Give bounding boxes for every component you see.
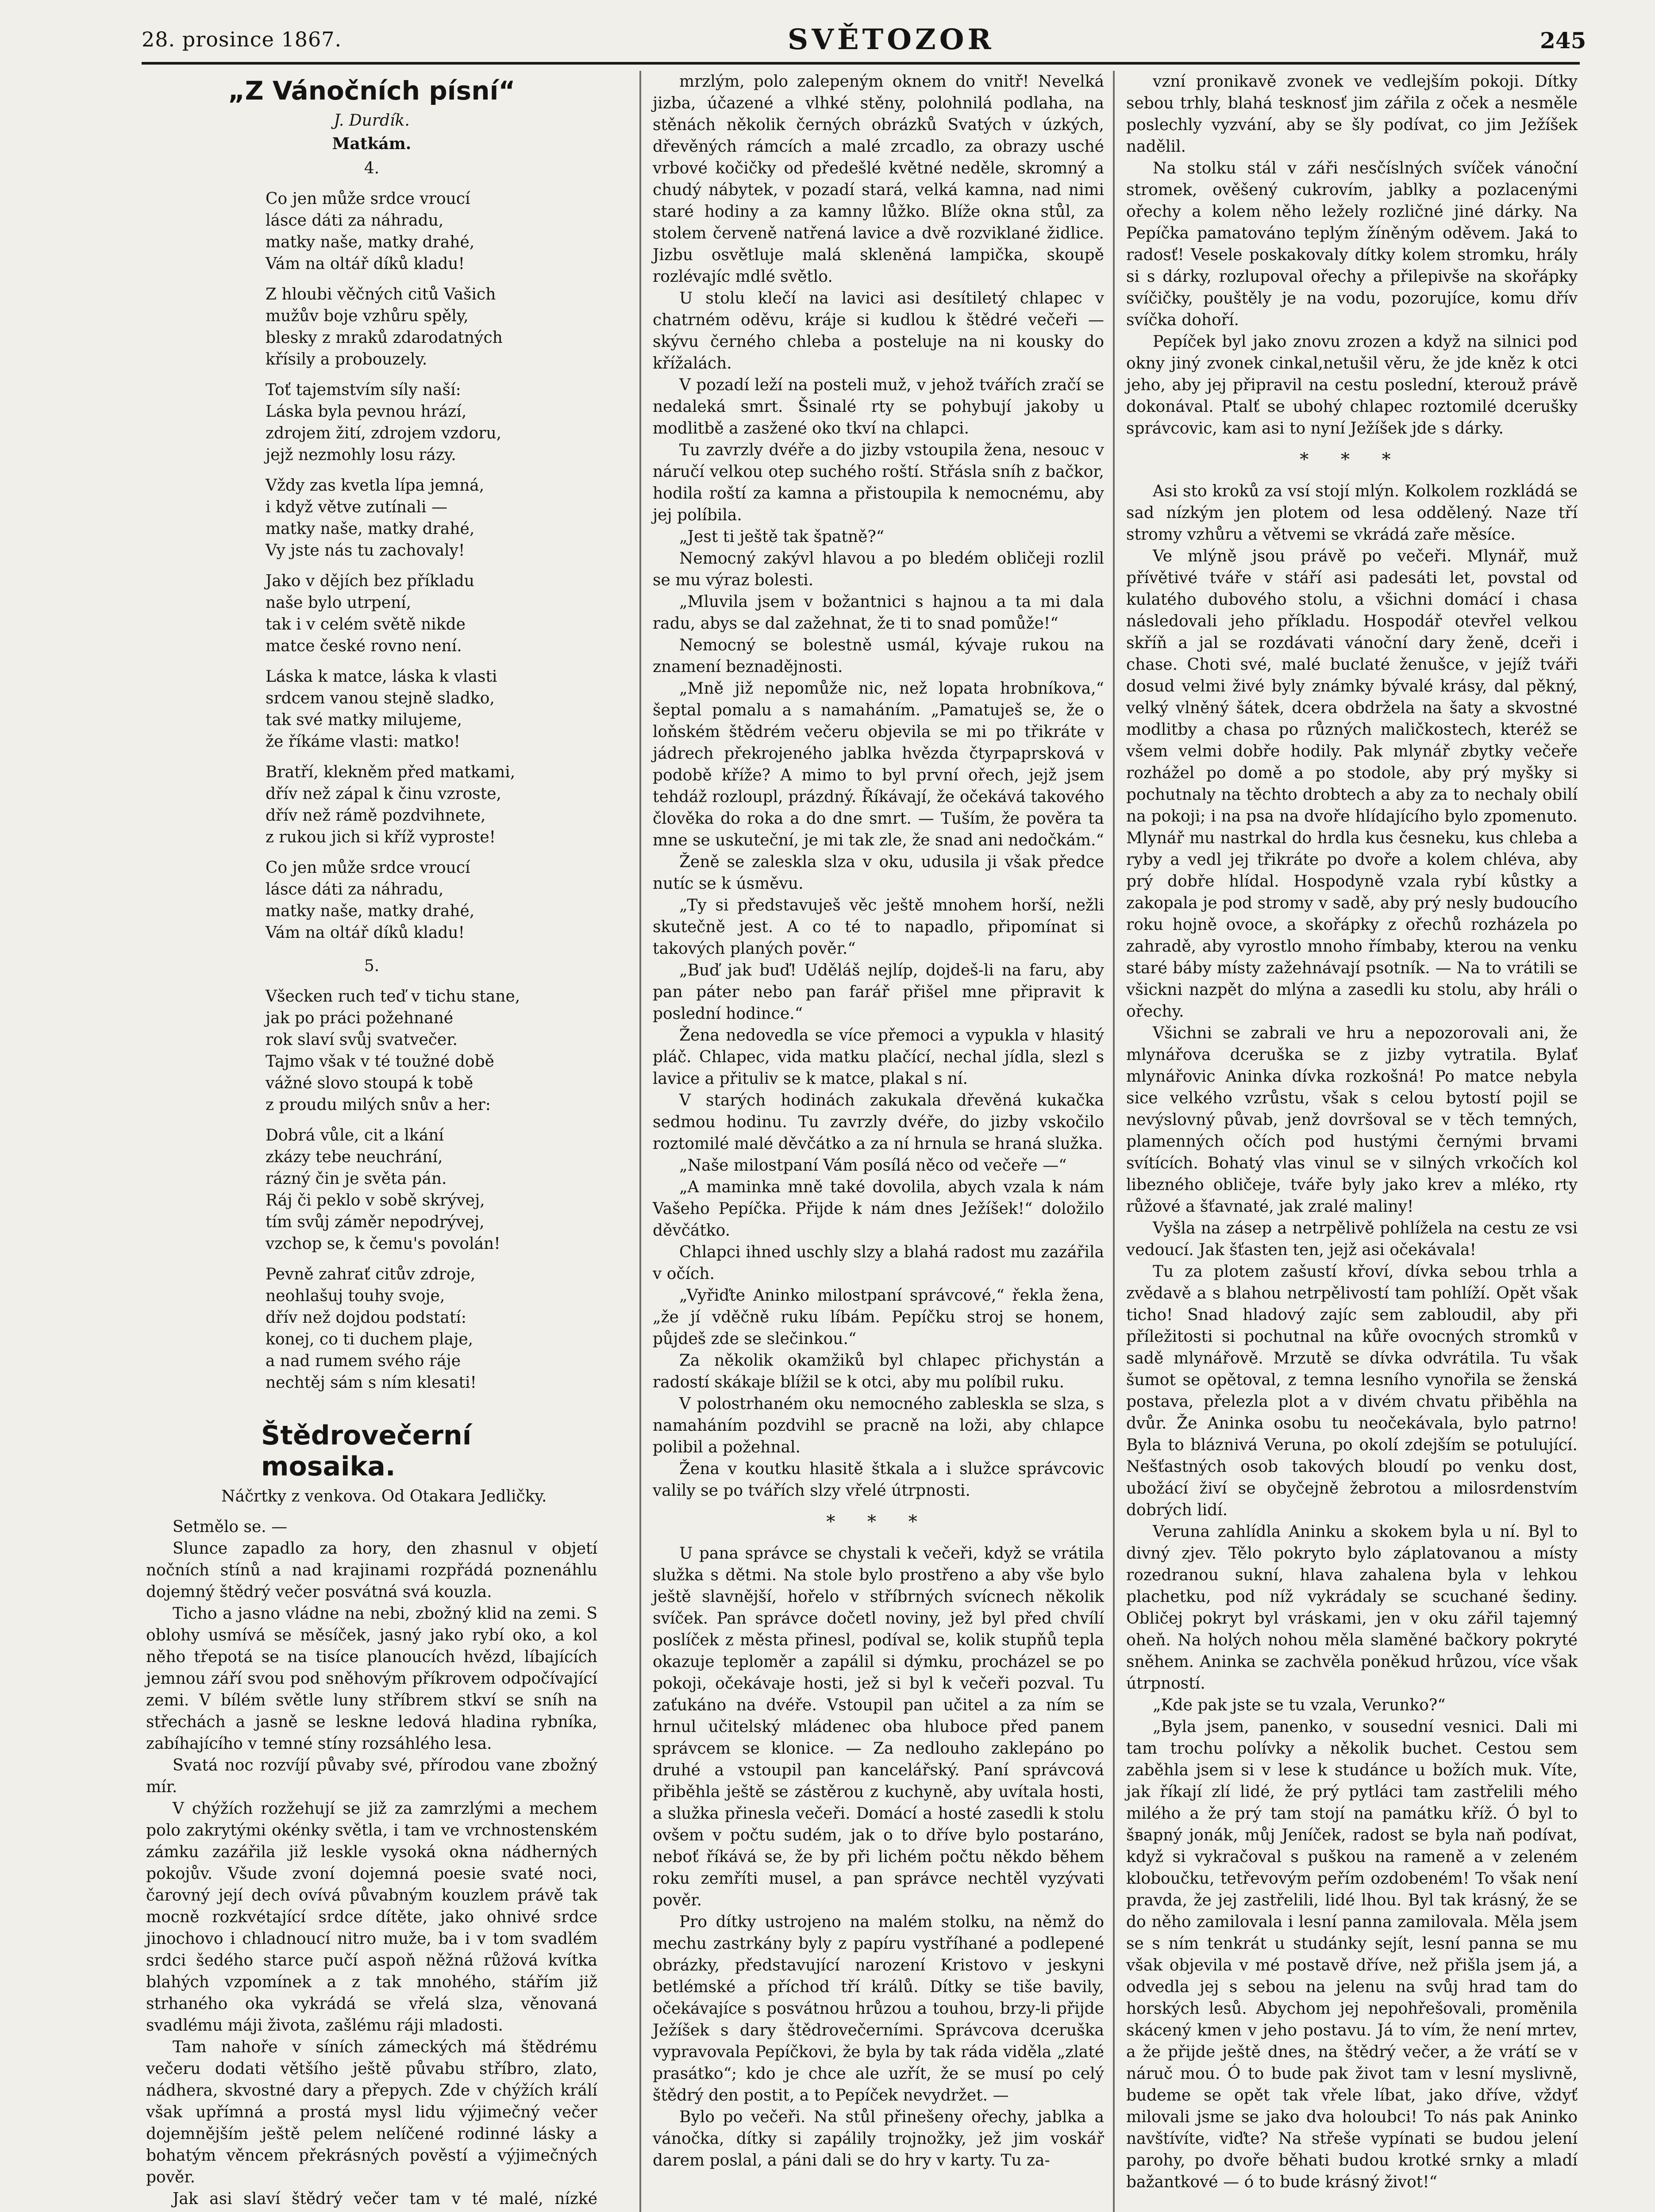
poem-line: vzchop se, k čemu's povolán! <box>266 1235 500 1253</box>
poem-line: srdcem vanou stejně sladko, <box>266 689 495 707</box>
poem-stanza <box>146 379 597 466</box>
poem-line: lásce dáti za náhradu, <box>266 211 444 230</box>
poem-line: rok slaví svůj svatvečer. <box>266 1031 458 1049</box>
article-title: Štědrovečerní mosaika. <box>261 1420 472 1482</box>
poem-line: dřív než dojdou podstatí: <box>266 1309 466 1327</box>
poem-line: Tajmo však v té toužné době <box>266 1052 494 1071</box>
article-paragraph: „Buď jak buď! Uděláš nejlíp, dojdeš-li na faru, aby pan páter nebo pan farář přišel mne připravit k poslední hodince.“ <box>653 961 1104 1023</box>
article-paragraph: Setmělo se. — <box>173 1518 288 1536</box>
article-paragraph: Za několik okamžiků byl chlapec přichystán a radostí skákaje blížil se k otci, aby mu políbil ruku. <box>653 1352 1104 1391</box>
section-separator: * * * <box>1300 449 1404 470</box>
article-text-col1 <box>146 1516 597 2212</box>
poem-line: naše bylo utrpení, <box>266 594 412 612</box>
poem-line: Z hloubi věčných citů Vašich <box>266 285 496 303</box>
poem-line: z proudu milých snův a her: <box>266 1096 491 1114</box>
poem-line: Co jen může srdce vroucí <box>266 190 470 208</box>
article-paragraph: „Kde pak jste se tu vzala, Verunko?“ <box>1153 1696 1446 1714</box>
poem-line: neohlašuj touhy svoje, <box>266 1287 445 1305</box>
page-number: 245 <box>1540 27 1586 54</box>
article-paragraph: Jak asi slaví štědrý večer tam v té malé, nízké <box>173 2190 597 2208</box>
poem-line: blesky z mraků zdarodatných <box>266 329 503 347</box>
article-paragraph: „Ty si představuješ věc ještě mnohem horší, nežli skutečně jest. A co té to napadlo, připomínat si takových planých pověr.“ <box>653 896 1104 958</box>
article-paragraph: „Mně již nepomůže nic, než lopata hrobníkova,“ šeptal pomalu a s namaháním. „Pamatuješ se, že o loňském štědrém večeru objevila se mi po třikráte v jádrech překrojeného jablka hvězda čtyrpaprsková v podobě kříže? A mimo to byl první ořech, jejž jsem tehdáž rozloupl, prázdný. Říkávají, že očekává takového člověka do roka a do dne smrt. — Tuším, že pověra ta mne se uskuteční, je mi tak zle, že snad ani nedočkám.“ <box>653 680 1104 849</box>
article-paragraph: „Vyřiďte Aninko milostpaní správcové,“ řekla žena, „že jí vděčně ruku líbám. Pepíčku stroj se honem, půjdeš zde se slečinkou.“ <box>653 1286 1104 1348</box>
poem-line: zdrojem žití, zdrojem vzdoru, <box>266 424 502 442</box>
poem-line: že říkáme vlasti: matko! <box>266 733 460 751</box>
poem-part-number: 5. <box>364 957 380 975</box>
article-paragraph: Nemocný zakývl hlavou a po bledém obličeji rozlil se mu výraz bolesti. <box>653 549 1104 589</box>
poem-line: a nad rumem svého ráje <box>266 1352 461 1370</box>
article-paragraph: „Naše milostpaní Vám posílá něco od večeře —“ <box>679 1156 1067 1175</box>
article-paragraph: Pepíček byl jako znovu zrozen a když na silnici pod okny jiný zvonek cinkal,netušil věru, že jde kněz k otci jeho, aby jej připravil na cestu poslední, kterouž právě dokonával. Ptalť se ubohý chlapec roztomilé dcerušky správcovic, kam asi to nyní Ježíšek jde s dárky. <box>1126 333 1578 438</box>
article-text-col3 <box>1126 71 1578 2193</box>
poem-part-5 <box>146 986 597 1394</box>
article-paragraph: Ženě se zaleskla slza v oku, udusila ji však předce nutíc se k úsměvu. <box>653 853 1104 893</box>
poem-line: dřív než rámě pozdvihnete, <box>266 806 486 825</box>
poem-line: Jako v dějích bez příkladu <box>266 572 474 590</box>
article-paragraph: V chýžích rozžehují se již za zamrzlými a mechem polo zakrytými okénky světla, i tam ve vrchnostenském zámku zazářila již leskle vysoká okna nádherných pokojův. Všude zvoní dojemná poesie svaté noci, čarovný její dech ovívá půvabným kouzlem právě tak mocně rozkvétající srdce dítěte, jako ohnivé srdce jinochovo i chladnoucí nitro muže, ba i v tom svadlém srdci šedého starce pučí aspoň něžná růžová kvítka blahých vzpomínek a z tak mnohého, stářím již strhaného oka vykrádá se vřelá slza, věnovaná svadlému máji života, zašlému ráji mladosti. <box>146 1800 597 2035</box>
poem-line: Pevně zahrať citův zdroje, <box>266 1265 476 1283</box>
section-separator: * * * <box>826 1512 931 1532</box>
masthead-title: SVĚTOZOR <box>788 23 995 56</box>
column-1 <box>146 71 597 2212</box>
poem-line: z rukou jich si kříž vyproste! <box>266 828 496 846</box>
poem-stanza <box>146 761 597 848</box>
article-paragraph: mrzlým, polo zalepeným oknem do vnitř! Nevelká jizba, účazené a vlhké stěny, polohnilá podlaha, na stěnách několik černých obrázků Svatých v úzkých, dřevěných rámcích a malé zrcadlo, za obrazy usché vrbové kočičky od předešlé květné neděle, skromný a chudý nábytek, v pozadí stará, velká kamna, nad nimi staré hodiny a za kamny lůžko. Blíže okna stůl, za stolem červeně natřená lavice a dvě rozviklané židlice. Jizbu osvětluje malá skleněná lampička, skoupě rozlévajíc mdlé světlo. <box>653 73 1104 286</box>
article-paragraph: V polostrhaném oku nemocného zableskla se slza, s namaháním pozdvihl se pracně na loži, aby chlapce polibil a požehnal. <box>653 1395 1104 1456</box>
article-paragraph: U pana správce se chystali k večeři, když se vrátila služka s dětmi. Na stole bylo prostřeno a aby vše bylo ještě slavnější, hořelo v stříbrných svícnech několik svíček. Pan správce dočetl noviny, jež byl před chvílí poslíček z města přinesl, podíval se, kolik stupňů tepla okazuje teploměr a zapálil si dýmku, procházel se po pokoji, očekávaje hosti, jež si byl k večeři pozval. Tu zaťukáno na dvéře. Vstoupil pan učitel a za ním se hrnul učitelský mládenec oba hluboce před panem správcem se klonice. — Za nedlouho zaklepáno po druhé a vstoupil pan kancelářský. Paní správcová přiběhla ještě se zástěrou z kuchyně, aby uvítala hosti, a služka přinesla večeři. Domácí a hosté zasedli k stolu ovšem v počtu sudém, jak o to dříve bylo postaráno, neboť říkává se, že by při lichém počtu někdo během roku zemříti musel, a pan správce nechtěl vyzývati pověr. <box>653 1544 1104 1909</box>
poem-line: Co jen může srdce vroucí <box>266 859 470 877</box>
article-text-col2 <box>653 71 1104 2171</box>
article-paragraph: Na stolku stál v záři nesčíslných svíček vánoční stromek, ověšený cukrovím, jablky a pozlacenými ořechy a kolem něho ležely rozličné jiné dárky. Na Pepíčka pamatováno teplým žíněným oděvem. Jaká to radosť! Vesele poskakovaly dítky kolem stromku, hrály si s dárky, rozlupoval ořechy a přilepivše na skořápky svíčičky, pouštěly je na vodu, pozorujíce, komu dřív svíčka dohoří. <box>1126 159 1578 329</box>
poem-line: křísily a probouzely. <box>266 350 427 369</box>
poem-line: tak i v celém světě nikde <box>266 615 466 634</box>
article-paragraph: Asi sto kroků za vsí stojí mlýn. Kolkolem rozkládá se sad nízkým jen plotem od lesa oddělený. Naze tří stromy vzhůru a větvemi se vkrádá zaře měsíce. <box>1126 482 1578 544</box>
article-paragraph: „Byla jsem, panenko, v sousední vesnici. Dali mi tam trochu polívky a několik buchet. Cestou sem zaběhla jsem si v lese k studánce u božích muk. Víte, jak říkají zlí lidé, že prý pytláci tam zastřelili mého milého a že prý tam stojí na památku kříž. Ó byl to šварný jonák, můj Jeníček, radost se byla naň podívat, když si vykračoval s puškou na rameně a v zeleném kloboučku, tetřevovým peřím ozdobeném! To však není pravda, že jej zastřelili, lidé lhou. Byl tak krásný, že se do něho zamilovala i lesní panna zamilovala. Měla jsem se s ním tenkrát u studánky sejít, lesní panna se mu však objevila v mé postavě dříve, než přišla jsem já, a odvedla jej s sebou na jelenu na svůj hrad tam do horských lesů. Abychom jej nepohřešovali, proměnila skácený kmen v jeho postavu. Já to vím, že není mrtev, a že přijde ještě dnes, na štědrý večer, a že vrátí se v náruč mou. Ó to bude pak život tam v lesní myslivně, budeme se opět tak vřele líbat, jako dříve, vždyť milovali jsme se jako dva holoubci! To nás pak Aninko navštívíte, viďte? Na střeše vypínati se budou jelení parohy, po dvoře běhati budou krotké srnky a mladí bažantkové — ó to bude krásný život!“ <box>1126 1718 1578 2191</box>
poem-line: zkázy tebe neuchrání, <box>266 1148 443 1166</box>
article-paragraph: Všichni se zabrali ve hru a nepozorovali ani, že mlynářova dceruška se z jizby vytratila. Bylať mlynářovic Aninka dívka rozkošná! Po matce nebyla sice velkého vzrůstu, však s celou bytostí pojil se nevýslovný půvab, jenž dovršoval se v těch temných, plamenných očích pod hustými černými brvami svítících. Bohatý vlas vinul se v silných vrkočích kol libezného obličeje, tváře byly jako krev a mléko, rty růžové a šťavnaté, jak zralé maliny! <box>1126 1024 1578 1216</box>
poem-stanza <box>146 188 597 275</box>
poem-line: Láska k matce, láska k vlasti <box>266 668 497 686</box>
poem-line: Láska byla pevnou hrází, <box>266 403 467 421</box>
poem-line: Vám na oltář díků kladu! <box>266 255 465 273</box>
article-paragraph: „Jest ti ještě tak špatně?“ <box>679 528 885 546</box>
poem-line: lásce dáti za náhradu, <box>266 880 444 899</box>
article-paragraph: Pro dítky ustrojeno na malém stolku, na němž do mechu zastrkány byly z papíru vystříhané a podlepené obrázky, představující narození Kristovo v jeskyni betlémské a příchod tří králů. Dítky se tiše bavily, očekávajíce s posvátnou hrůzou a touhou, brzy-li přijde Ježíšek s dary štědrovečerními. Správcova dceruška vypravovala Pepíčkovi, že byla by tak ráda viděla „zlaté prasátko“; kdo je chce ale uzřít, že se musí po celý štědrý den postit, a to Pepíček nevydržet. — <box>653 1913 1104 2104</box>
article-paragraph: U stolu klečí na lavici asi desítiletý chlapec v chatrném oděvu, kráje si kudlou k štědré večeři — skývu černého chleba a posteluje na ni kousky do křížalách. <box>653 289 1104 373</box>
article-paragraph: Slunce zapadlo za hory, den zhasnul v objetí nočních stínů a nad krajinami rozpřádá poznenáhlu dojemný štědrý večer posvátná svá kouzla. <box>146 1540 597 1601</box>
poem-line: nechtěj sám s ním klesati! <box>266 1374 477 1392</box>
poem-stanza <box>146 570 597 657</box>
article-paragraph: Tam nahoře v síních zámeckých má štědrému večeru dodati většího ještě půvabu stříbro, zlato, nádhera, skvostné dary a přepych. Zde v chýžích králí však upřímná a prostá mysl lidu výjimečný večer dojemnějším ještě pelem nelíčené rodinné lásky a bohatým věncem překrásných pověstí a výjimečných pověr. <box>146 2038 597 2186</box>
poem-line: Dobrá vůle, cit a lkání <box>266 1126 444 1144</box>
poem-line: vážné slovo stoupá k tobě <box>266 1074 473 1092</box>
article-paragraph: Tu za plotem zašustí křoví, dívka sebou trhla a zvědavě a s blahou netrpělivostí tam pohlíží. Opět však ticho! Snad hladový zajíc sem zabloudil, aby při příležitosti si pochutnal na kůře ovocných stromků v sadě mlynářově. Mrzutě se dívka odvrátila. Tu však šumot se opětoval, z temna lesního vynořila se ženská postava, přelezla plot a v divém chvatu přiběhla na dvůr. Že Aninka osobu tu neočekávala, bylo patrno! Byla to bláznivá Veruna, po okolí zdejším se potulující. Nešťastných osob takových bloudí po venku dost, ubožácí živí se obyčejně žebrotou a milosrdenstvím dobrých lidí. <box>1126 1263 1578 1519</box>
poem-stanza <box>146 284 597 370</box>
poem-line: mužův boje vzhůru spěly, <box>266 307 469 325</box>
poem-line: tím svůj záměr nepodrývej, <box>266 1213 485 1231</box>
article-paragraph: „A maminka mně také dovolila, abych vzala k nám Vašeho Pepíčka. Přijde k nám dnes Ježíšek!“ doložilo děvčátko. <box>653 1178 1104 1240</box>
poem-line: dřív než zápal k činu vzroste, <box>266 785 501 803</box>
poem-line: i když větve zutínali — <box>266 498 448 516</box>
poem-line: matky naše, matky drahé, <box>266 233 475 251</box>
poem-line: matky naše, matky drahé, <box>266 902 475 920</box>
poem-part-4 <box>146 188 597 944</box>
poem-title: „Z Vánočních písní“ <box>228 76 516 106</box>
article-paragraph: Žena v koutku hlasitě štkala a i služce správcovic valily se po tvářích slzy vřelé útrpnosti. <box>653 1460 1104 1500</box>
column-2 <box>653 71 1104 2171</box>
article-paragraph: Tu zavrzly dvéře a do jizby vstoupila žena, nesouc v náručí velkou otep suchého roští. Střásla sníh z bačkor, hodila roští za kamna a přistoupila k nemocnému, aby jej políbila. <box>653 441 1104 524</box>
poem-line: jak po práci požehnané <box>266 1009 454 1027</box>
article-paragraph: Ticho a jasno vládne na nebi, zbožný klid na zemi. S oblohy usmívá se měsíček, jasný jako rybí oko, a kol něho třepotá se na tisíce planoucích hvězd, líbajících jemnou září svou pod sněhovým příkrovem odpočívající zemi. V bílém světle luny stříbrem stkví se sníh na střechách a jasně se leskne ledová hladina rybníka, zabíhajícího v temné stíny rozsáhlého lesa. <box>146 1605 597 1753</box>
poem-dedication: Matkám. <box>332 134 412 153</box>
poem-line: rázný čin je světa pán. <box>266 1170 447 1188</box>
poem-part-number: 4. <box>364 159 380 177</box>
article-paragraph: Nemocný se bolestně usmál, kývaje rukou na znamení beznadějnosti. <box>653 636 1104 676</box>
article-paragraph: Chlapci ihned uschly slzy a blahá radost mu zazářila v očích. <box>653 1243 1104 1283</box>
poem-stanza <box>146 666 597 753</box>
poem-stanza <box>146 475 597 561</box>
article-paragraph: V starých hodinách zakukala dřevěná kukačka sedmou hodinu. Tu zavrzly dvéře, do jizby vskočilo roztomilé malé děvčátko a za ní hrnula se hraná služka. <box>653 1091 1104 1153</box>
poem-line: Ráj či peklo v sobě skrývej, <box>266 1191 485 1210</box>
article-paragraph: Bylo po večeři. Na stůl přinešeny ořechy, jablka a vánočka, dítky si zapálily trojnožky, jež jim voskář darem poslal, a páni dali se do hry v karty. Tu za- <box>653 2108 1104 2170</box>
poem-line: Vám na oltář díků kladu! <box>266 924 465 942</box>
article-paragraph: Svatá noc rozvíjí půvaby své, přírodou vane zbožný mír. <box>146 1756 597 1796</box>
column-3 <box>1126 71 1578 2193</box>
poem-stanza <box>146 1125 597 1255</box>
poem-line: Vždy zas kvetla lípa jemná, <box>266 476 485 495</box>
article-paragraph: „Mluvila jsem v božantnici s hajnou a ta mi dala radu, abys se dal zažehnat, že ti to snad pomůže!“ <box>653 593 1104 633</box>
poem-line: jejž nezmohly losu rázy. <box>266 446 456 464</box>
poem-line: Vy jste nás tu zachovaly! <box>266 541 465 560</box>
poem-stanza <box>146 986 597 1116</box>
article-paragraph: vzní pronikavě zvonek ve vedlejším pokoji. Dítky sebou trhly, blahá tesknosť jim zářila z oček a nesměle poslechly vyzvání, aby se šly podívat, co jim Ježíšek nadělil. <box>1126 73 1578 156</box>
poem-stanza <box>146 857 597 944</box>
article-subtitle: Náčrtky z venkova. Od Otakara Jedličky. <box>221 1487 547 1505</box>
poem-line: tak své matky milujeme, <box>266 711 462 729</box>
poem-line: Toť tajemstvím síly naší: <box>266 381 461 399</box>
article-paragraph: Ve mlýně jsou právě po večeři. Mlynář, muž přívětivé tváře v stáří asi padesáti let, povstal od kulatého dubového stolu, a všichni domácí i chasa následovali jeho příkladu. Hospodář otevřel velkou skříň a jal se rozdávati vánoční dary ženě, dceři i chase. Choti své, malé buclaté ženušce, v jejíž tváři dosud velmi živé byly známky bývalé krásy, dal pěkný, velký vlněný šátek, dcera obdržela na šaty a skvostné modlitby a chasa po různých maličkostech, kteréž se všem velmi dobře hodily. Pak mlynář zbytky večeře rozhážel po domě a po stodole, aby prý myšky si pochutnaly na těchto drobtech a aby za to nechaly obilí na pokoji; i na psa na dvoře hlídajícího bylo zpomenuto. Mlynář mu nastrkal do hrdla kus česneku, kus chleba a ryby a vedl jej třikráte po dvoře a kolem chléva, aby prý dobře hlídal. Hospodyně vzala rybí kůstky a zakopala je pod stromy v sadě, aby prý nesly budoucího roku hojně ovoce, a skořápky z ořechů rozházela po zahradě, aby vyrostlo mnoho římbaby, kterou na venku staré báby místy zažehnávají psotník. — Na to vrátili se všickni nazpět do mlýna a zasedli ku stolu, aby hráli o ořechy. <box>1126 547 1578 1021</box>
column-divider <box>639 71 641 2212</box>
issue-date: 28. prosince 1867. <box>142 27 342 51</box>
article-paragraph: Žena nedovedla se více přemoci a vypukla v hlasitý pláč. Chlapec, vida matku plačící, nechal jídla, slezl s lavice a přituliv se k matce, plakal s ní. <box>653 1026 1104 1088</box>
page-header <box>0 0 1655 66</box>
poem-line: matce české rovno není. <box>266 637 462 655</box>
poem-line: konej, co ti duchem plaje, <box>266 1330 473 1348</box>
poem-author: J. Durdík. <box>334 111 410 130</box>
column-divider <box>1113 71 1115 2212</box>
article-paragraph: V pozadí leží na posteli muž, v jehož tvářích zračí se nedaleká smrt. Šsinalé rty se pohybují jakoby u modlitbě a zasžené oko tkví na chlapci. <box>653 376 1104 438</box>
article-paragraph: Vyšla na zásep a netrpělivě pohlížela na cestu ze vsi vedoucí. Jak šťasten ten, jejž asi očekávala! <box>1126 1219 1578 1259</box>
poem-line: matky naše, matky drahé, <box>266 520 475 538</box>
poem-stanza <box>146 1263 597 1394</box>
poem-line: Všecken ruch teď v tichu stane, <box>266 987 520 1006</box>
header-rule <box>142 62 1580 65</box>
poem-line: Bratří, klekněm před matkami, <box>266 763 516 781</box>
article-paragraph: Veruna zahlídla Aninku a skokem byla u ní. Byl to divný zjev. Tělo pokryto bylo záplatovanou a místy rozedranou sukní, hlava zahalena byla v lehkou plachetku, pod níž vykrádaly se scuchané šediny. Obličej pokryt byl vráskami, jen v oku zářil tajemný oheň. Na holých nohou měla slaměné bačkory pokryté sněhem. Aninka se zachvěla poněkud hrůzou, více však útrpností. <box>1126 1523 1578 1693</box>
